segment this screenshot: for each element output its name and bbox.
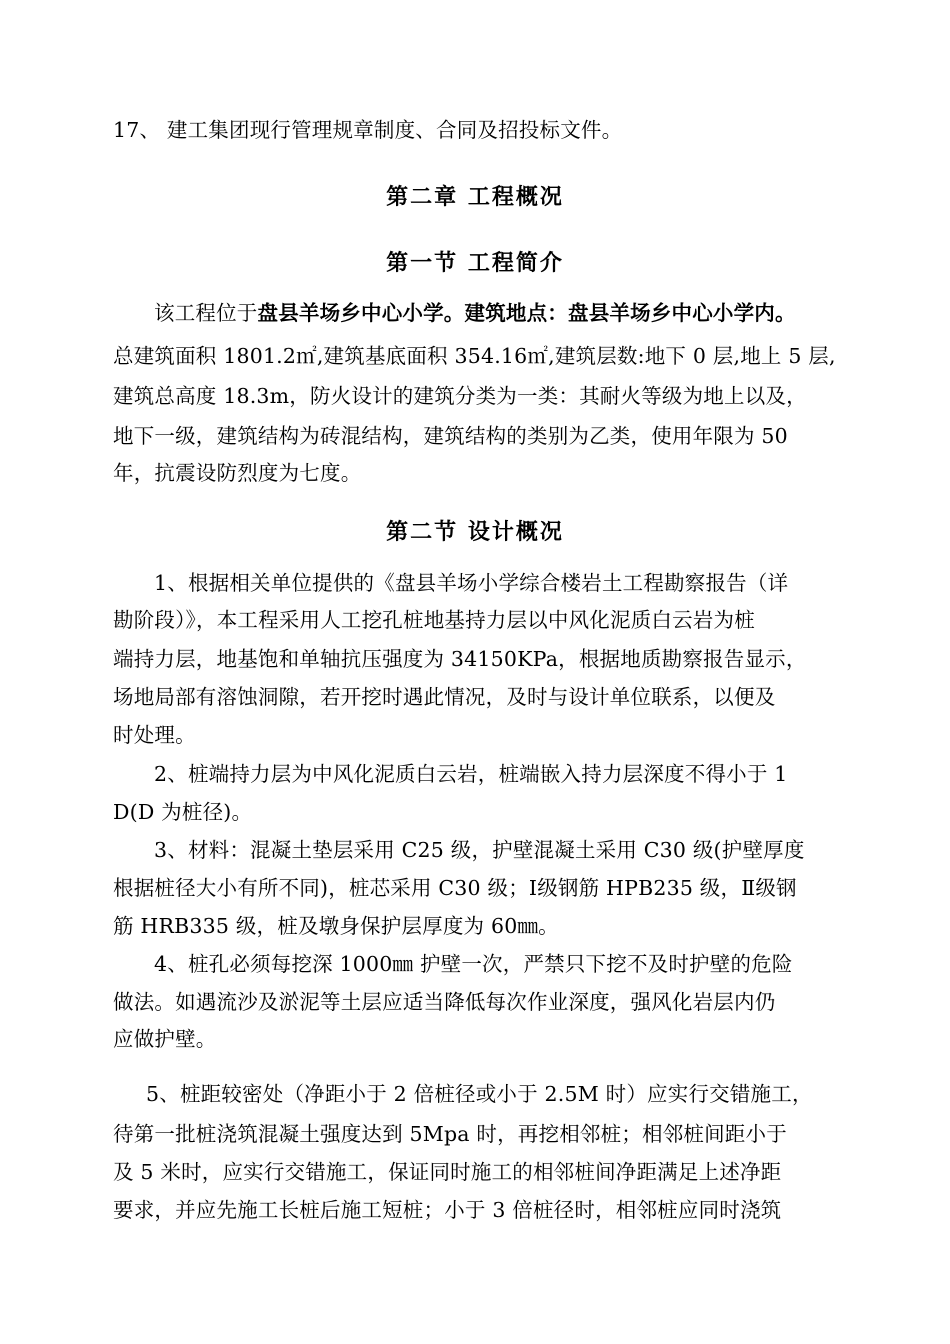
section-title-design: 第二节 设计概况: [386, 519, 564, 545]
section-title-overview: 第一节 工程简介: [386, 250, 564, 276]
p1-line-3: 端持力层，地基饱和单轴抗压强度为 34150KPa，根据地质勘察报告显示，: [113, 647, 807, 671]
p1-line-1: 1、根据相关单位提供的《盘县羊场小学综合楼岩土工程勘察报告（详: [154, 571, 789, 595]
p1-line-2: 勘阶段）》，本工程采用人工挖孔桩地基持力层以中风化泥质白云岩为桩: [113, 608, 755, 632]
p4-line-2: 做法。如遇流沙及淤泥等土层应适当降低每次作业深度，强风化岩层内仍: [113, 990, 776, 1014]
p4-line-3: 应做护壁。: [113, 1027, 217, 1051]
intro-line-1: [113, 296, 844, 330]
intro-line-2: 总建筑面积 1801.2㎡,建筑基底面积 354.16㎡,建筑层数:地下 0 层,地上 5 层,: [113, 344, 836, 368]
p5-line-4: 要求，并应先施工长桩后施工短桩；小于 3 倍桩径时，相邻桩应同时浇筑: [113, 1198, 782, 1222]
p3-line-2: 根据桩径大小有所不同)，桩芯采用 C30 级；Ⅰ级钢筋 HPB235 级，Ⅱ级钢: [113, 876, 797, 900]
p5-line-3: 及 5 米时，应实行交错施工，保证同时施工的相邻桩间净距满足上述净距: [113, 1160, 782, 1184]
p4-line-1: 4、桩孔必须每挖深 1000㎜ 护壁一次，严禁只下挖不及时护壁的危险: [154, 952, 793, 976]
list-item-17: 17、 建工集团现行管理规章制度、合同及招投标文件。: [113, 118, 623, 142]
p5-line-1: 5、桩距较密处（净距小于 2 倍桩径或小于 2.5M 时）应实行交错施工，: [146, 1082, 813, 1106]
p3-line-3: 筋 HRB335 级，桩及墩身保护层厚度为 60㎜。: [113, 914, 559, 938]
p2-line-1: 2、桩端持力层为中风化泥质白云岩，桩端嵌入持力层深度不得小于 1: [154, 762, 788, 786]
intro-line-1-prefix: 该工程位于: [154, 301, 258, 325]
p2-line-2: D(D 为桩径)。: [113, 800, 253, 824]
p3-line-1: 3、材料：混凝土垫层采用 C25 级，护壁混凝土采用 C30 级(护壁厚度: [154, 838, 805, 862]
p1-line-4: 场地局部有溶蚀洞隙，若开挖时遇此情况，及时与设计单位联系，以便及: [113, 685, 776, 709]
intro-line-4: 地下一级，建筑结构为砖混结构，建筑结构的类别为乙类，使用年限为 50: [113, 424, 788, 448]
intro-line-3: 建筑总高度 18.3m，防火设计的建筑分类为一类：其耐火等级为地上以及，: [113, 384, 807, 408]
p5-line-2: 待第一批桩浇筑混凝土强度达到 5Mpa 时，再挖相邻桩；相邻桩间距小于: [113, 1122, 787, 1146]
intro-location: 盘县羊场乡中心小学。建筑地点：盘县羊场乡中心小学内。: [257, 301, 796, 325]
intro-line-5: 年，抗震设防烈度为七度。: [113, 461, 362, 485]
chapter-title: 第二章 工程概况: [386, 184, 564, 210]
p1-line-5: 时处理。: [113, 723, 196, 747]
